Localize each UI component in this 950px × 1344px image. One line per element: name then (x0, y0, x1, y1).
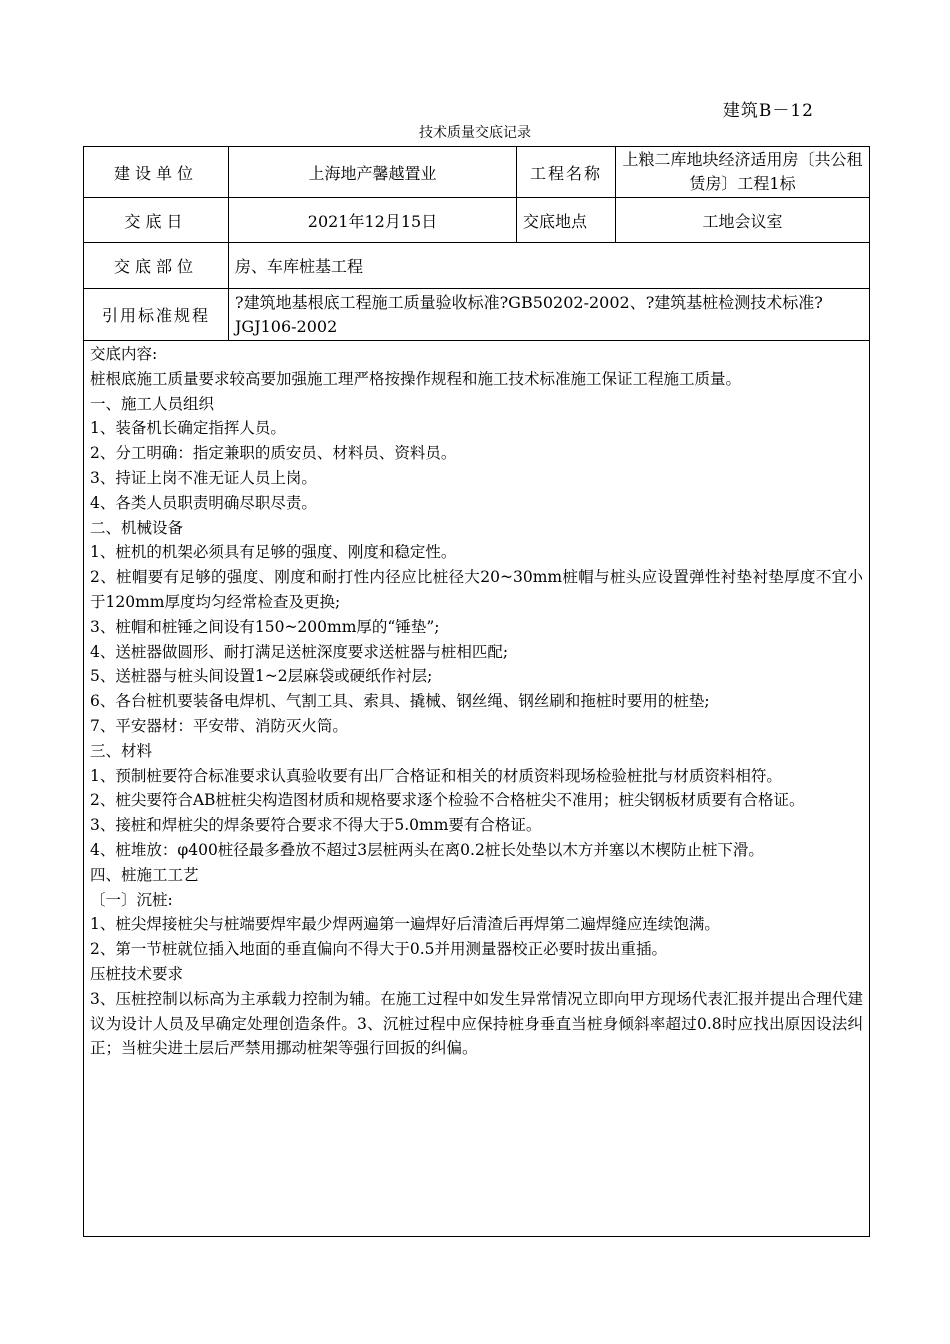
content-line: 2、分工明确：指定兼职的质安员、材料员、资料员。 (90, 444, 457, 463)
location-label: 交底地点 (517, 198, 616, 243)
row-part (84, 243, 870, 289)
content-line: 5、送桩器与桩头间设置1~2层麻袋或硬纸作衬层; (90, 667, 433, 686)
content-line: 〔一〕沉桩: (90, 890, 173, 909)
content-line: 2、桩尖要符合AB桩桩尖构造图材质和规格要求逐个检验不合格桩尖不准用；桩尖钢板材质要有合格证。 (90, 791, 805, 810)
content-line: 桩根底施工质量要求较高要加强施工理严格按操作规程和施工技术标准施工保证工程施工质量。 (90, 369, 742, 388)
standard-value: ?建筑地基根底工程施工质量验收标准?GB50202-2002、?建筑基桩检测技术标准?JGJ106-2002 (229, 289, 870, 341)
location-value: 工地会议室 (616, 198, 870, 243)
content-line: 交底内容: (90, 345, 158, 363)
content-line: 3、桩帽和桩锤之间设有150~200mm厚的“锤垫”; (90, 617, 440, 636)
content-line: 1、桩机的机架必须具有足够的强度、刚度和稳定性。 (90, 543, 457, 562)
content-line: 4、送桩器做圆形、耐打满足送桩深度要求送桩器与桩相匹配; (90, 642, 509, 661)
content-line: 四、桩施工工艺 (90, 865, 199, 884)
document-title: 技术质量交底记录 (419, 125, 531, 141)
record-table (83, 146, 870, 1237)
content-line: 压桩技术要求 (90, 964, 184, 983)
content-line: 7、平安器材：平安带、消防灭火筒。 (90, 716, 348, 735)
content-line: 1、桩尖焊接桩尖与桩端要焊牢最少焊两遍第一遍焊好后清渣后再焊第二遍焊缝应连续饱满。 (90, 915, 720, 934)
row-standard (84, 289, 870, 341)
content-line: 4、各类人员职责明确尽职尽责。 (90, 493, 317, 512)
part-value: 房、车库桩基工程 (229, 243, 870, 289)
construction-unit-value: 上海地产馨越置业 (229, 147, 517, 198)
construction-unit-label: 建设单位 (84, 147, 229, 198)
content-line: 一、施工人员组织 (90, 394, 215, 413)
date-value: 2021年12月15日 (229, 198, 517, 243)
content-line: 2、第一节桩就位插入地面的垂直偏向不得大于0.5并用测量器校正必要时拔出重插。 (90, 940, 668, 959)
part-label: 交底部位 (84, 243, 229, 289)
content-line: 二、机械设备 (90, 518, 184, 537)
project-name-value: 上粮二库地块经济适用房〔共公租赁房〕工程1标 (616, 147, 870, 198)
content-line: 6、各台桩机要装备电焊机、气割工具、索具、撬械、钢丝绳、钢丝刷和拖桩时要用的桩垫; (90, 692, 710, 711)
content-line: 3、持证上岗不准无证人员上岗。 (90, 468, 317, 487)
content-line: 3、接桩和焊桩尖的焊条要符合要求不得大于5.0mm要有合格证。 (90, 816, 542, 835)
content-line: 2、桩帽要有足够的强度、刚度和耐打性内径应比桩径大20~30mm桩帽与桩头应设置弹性衬垫衬垫厚度不宜小于120mm厚度均匀经常检查及更换; (90, 568, 863, 611)
date-label: 交底日 (84, 198, 229, 243)
standard-label: 引用标准规程 (84, 289, 229, 341)
row-content (84, 341, 870, 1237)
row-date-location (84, 198, 870, 243)
project-name-label: 工程名称 (517, 147, 616, 198)
content-line: 三、材料 (90, 741, 153, 760)
content-line: 1、装备机长确定指挥人员。 (90, 419, 286, 438)
disclosure-content (84, 341, 870, 1237)
content-line: 4、桩堆放：φ400桩径最多叠放不超过3层桩两头在离0.2桩长处垫以木方并塞以木楔防止桩下滑。 (90, 840, 764, 859)
content-line: 3、压桩控制以标高为主承载力控制为辅。在施工过程中如发生异常情况立即向甲方现场代表汇报并提出合理代建议为设计人员及早确定处理创造条件。3、沉桩过程中应保持桩身垂直当桩身倾斜率超过0.8时应找出原因设法纠正；当桩尖进土层后严禁用挪动桩架等强行回扳的纠偏。 (90, 989, 863, 1058)
row-unit-project (84, 147, 870, 198)
document-code: 建筑B－12 (722, 101, 814, 121)
content-line: 1、预制桩要符合标准要求认真验收要有出厂合格证和相关的材质资料现场检验桩批与材质资料相符。 (90, 766, 782, 785)
